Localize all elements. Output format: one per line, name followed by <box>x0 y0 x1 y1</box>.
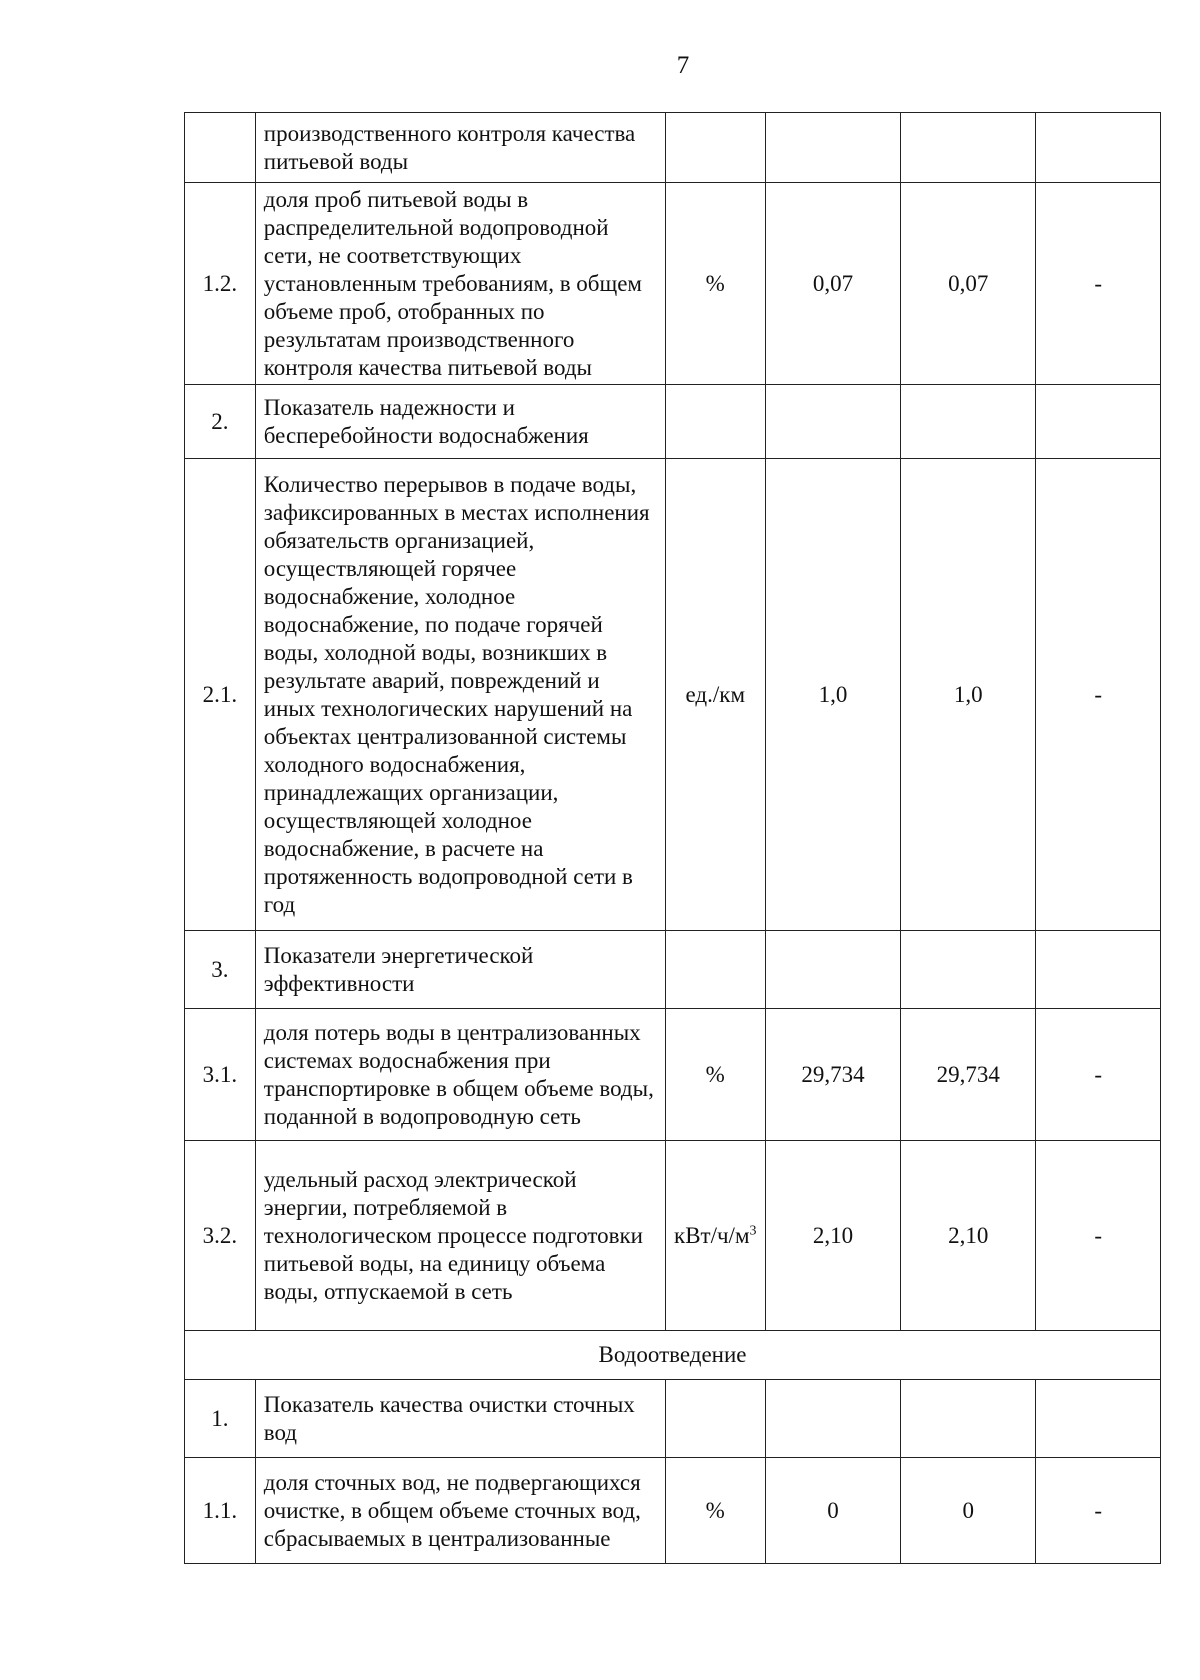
row-value-2: 0,07 <box>901 183 1036 385</box>
row-value-1: 29,734 <box>765 1009 900 1141</box>
row-value-2: 29,734 <box>901 1009 1036 1141</box>
row-value-1: 1,0 <box>765 459 900 931</box>
table-row <box>185 183 1161 385</box>
row-description: Показатели энергетической эффективности <box>255 931 665 1009</box>
row-description: доля проб питьевой воды в распределительной водопроводной сети, не соответствующих установленным требованиям, в общем объеме проб, отобранных по результатам производственного контроля качества питьевой воды <box>255 183 665 385</box>
row-value-2 <box>901 113 1036 183</box>
row-value-2 <box>901 1380 1036 1458</box>
table-row <box>185 459 1161 931</box>
row-number: 1.2. <box>185 183 256 385</box>
row-value-1 <box>765 1380 900 1458</box>
row-number: 3. <box>185 931 256 1009</box>
row-description: доля сточных вод, не подвергающихся очистке, в общем объеме сточных вод, сбрасываемых в централизованные <box>255 1458 665 1564</box>
page-number: 7 <box>676 52 690 79</box>
section-row <box>185 1331 1161 1380</box>
row-description: производственного контроля качества питьевой воды <box>255 113 665 183</box>
table-row <box>185 1458 1161 1564</box>
row-description: Показатель надежности и бесперебойности водоснабжения <box>255 385 665 459</box>
row-value-1 <box>765 385 900 459</box>
row-unit: % <box>665 183 765 385</box>
table-row <box>185 385 1161 459</box>
row-value-2: 1,0 <box>901 459 1036 931</box>
row-description: Количество перерывов в подаче воды, зафиксированных в местах исполнения обязательств организацией, осуществляющей горячее водоснабжение, холодное водоснабжение, по подаче горячей воды, холодной воды, возникших в результате аварий, повреждений и иных технологических нарушений на объектах централизованной системы холодного водоснабжения, принадлежащих организации, осуществляющей холодное водоснабжение, в расчете на протяженность водопроводной сети в год <box>255 459 665 931</box>
row-note <box>1036 931 1161 1009</box>
table-row <box>185 1380 1161 1458</box>
row-note <box>1036 1380 1161 1458</box>
row-value-2 <box>901 385 1036 459</box>
unit-superscript: 3 <box>749 1222 757 1238</box>
row-value-1 <box>765 931 900 1009</box>
row-description: Показатель качества очистки сточных вод <box>255 1380 665 1458</box>
row-unit: % <box>665 1009 765 1141</box>
row-number: 1. <box>185 1380 256 1458</box>
row-value-1: 0 <box>765 1458 900 1564</box>
row-unit <box>665 385 765 459</box>
row-note: - <box>1036 459 1161 931</box>
row-value-1 <box>765 113 900 183</box>
row-note: - <box>1036 1009 1161 1141</box>
row-number: 3.2. <box>185 1141 256 1331</box>
table-row <box>185 931 1161 1009</box>
row-unit <box>665 1380 765 1458</box>
row-note <box>1036 385 1161 459</box>
row-value-2: 2,10 <box>901 1141 1036 1331</box>
row-number: 3.1. <box>185 1009 256 1141</box>
row-note: - <box>1036 1141 1161 1331</box>
row-unit <box>665 931 765 1009</box>
row-note: - <box>1036 1458 1161 1564</box>
row-unit <box>665 113 765 183</box>
row-number: 2.1. <box>185 459 256 931</box>
table-row <box>185 1141 1161 1331</box>
row-unit: % <box>665 1458 765 1564</box>
section-heading: Водоотведение <box>185 1331 1161 1380</box>
row-description: удельный расход электрической энергии, потребляемой в технологическом процессе подготовки питьевой воды, на единицу объема воды, отпускаемой в сеть <box>255 1141 665 1331</box>
table-row <box>185 113 1161 183</box>
row-value-1: 2,10 <box>765 1141 900 1331</box>
row-unit-text: кВт/ч/м <box>674 1222 750 1248</box>
row-value-1: 0,07 <box>765 183 900 385</box>
table-row <box>185 1009 1161 1141</box>
row-number <box>185 113 256 183</box>
indicators-table <box>184 112 1161 1564</box>
row-description: доля потерь воды в централизованных системах водоснабжения при транспортировке в общем объеме воды, поданной в водопроводную сеть <box>255 1009 665 1141</box>
row-note <box>1036 113 1161 183</box>
row-unit: ед./км <box>665 459 765 931</box>
row-value-2: 0 <box>901 1458 1036 1564</box>
row-value-2 <box>901 931 1036 1009</box>
row-number: 2. <box>185 385 256 459</box>
row-unit <box>665 1141 765 1331</box>
row-number: 1.1. <box>185 1458 256 1564</box>
row-note: - <box>1036 183 1161 385</box>
